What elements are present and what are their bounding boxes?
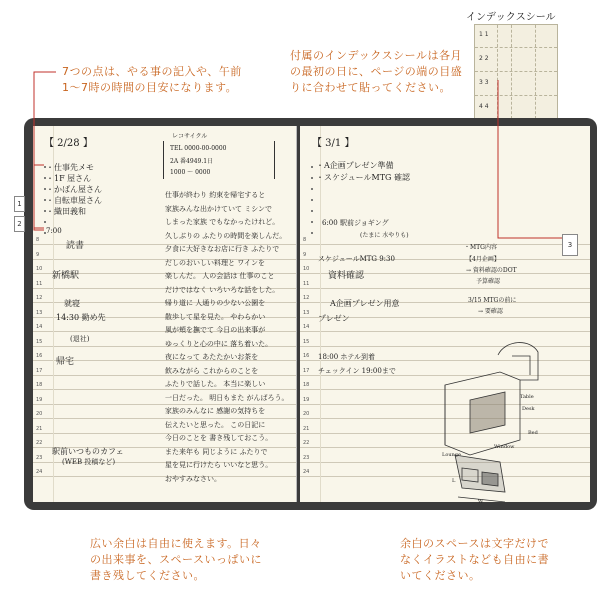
hour-number: 9 (36, 251, 40, 258)
index-sticker-row-label: 2 2 (479, 55, 489, 62)
hour-number: 18 (36, 382, 43, 388)
todo-item: ・かばん屋さん (46, 185, 102, 194)
time-7-label: 7:00 (46, 227, 62, 235)
essay-line: 家族みんな出かけていて ミシンで (165, 204, 273, 213)
schedule-entry: 新橋駅 (52, 271, 80, 281)
side-note-line: ・MTG内容 (464, 244, 497, 251)
hour-number: 14 (303, 324, 310, 330)
hour-number: 16 (303, 353, 310, 359)
caption-line: 7つの点は、やる事の記入や、午前 (62, 65, 242, 78)
schedule-entry: 駅前いつものカフェ (52, 447, 124, 456)
index-tab-left-2[interactable]: 2 (14, 216, 25, 232)
caption-free-space-hint (90, 536, 262, 584)
todo-item: ・1F 屋さん (46, 174, 92, 183)
essay-line: おやすみなさい。 (165, 474, 221, 483)
essay-line: 楽しんだ。 人の会話は 仕事のこと (165, 272, 275, 280)
todo-item: ・織田義和 (46, 207, 86, 216)
hour-number: 15 (36, 338, 43, 345)
schedule-entry: 就寝 (64, 299, 80, 308)
index-sticker-row-label: 3 3 (479, 79, 489, 86)
caption-line: の最初の日に、ページの端の目盛 (290, 65, 463, 78)
hour-number: 22 (303, 440, 310, 446)
index-tab-left-1[interactable]: 1 (14, 196, 25, 212)
schedule-entry: スケジュールMTG 9:30 (318, 255, 395, 263)
hour-number: 10 (36, 266, 43, 272)
essay-line: しまった家族 でもなかったけれど。 (165, 218, 280, 226)
hour-number: 24 (303, 469, 310, 475)
caption-line: 付属のインデックスシールは各月 (290, 49, 462, 62)
essay-line: 久しぶりの ふたりの時間を楽しんだ。 (165, 231, 287, 240)
essay-line: ゆっくりと心の中に 落ち着いた。 (165, 339, 273, 348)
sketch-label: Table (520, 394, 534, 400)
hour-number: 9 (303, 251, 307, 258)
essay-line: 伝えたいと思った。 この日記に (165, 420, 266, 429)
essay-line: だしのおいしい料理と ワインを (165, 258, 266, 267)
hour-number: 23 (36, 454, 43, 461)
caption-illustration-hint (400, 536, 549, 584)
hour-number: 8 (303, 237, 307, 243)
side-note-line: → 資料確認のDOT (466, 267, 517, 274)
essay-line: 夜になって あたたかいお茶を (165, 353, 259, 361)
caption-line: いてください。 (400, 569, 481, 582)
caption-line: なくイラストなども自由に書 (400, 553, 550, 566)
sketch-label: L (452, 478, 456, 484)
essay-line: 今日のことを 書き残しておこう。 (165, 434, 273, 442)
schedule-entry: (WEB 投稿など) (62, 458, 116, 466)
essay-line: ふたりで話した。 本当に楽しい (165, 380, 266, 388)
caption-line: 余白のスペースは文字だけで (400, 537, 549, 550)
schedule-entry: (たまに 水やりも) (360, 232, 409, 239)
right-page-date: 【 3/1 】 (312, 138, 355, 149)
hour-number: 10 (303, 266, 310, 272)
sketch-label: Bed (528, 430, 538, 436)
hour-number: 11 (36, 280, 43, 287)
cycle-note-line: 1000 〜 0000 (170, 169, 211, 176)
hour-number: 11 (303, 280, 310, 287)
essay-line: 夕食に大好きなお店に行き ふたりで (165, 245, 280, 253)
schedule-entry: 帰宅 (56, 357, 75, 367)
left-page-date: 【 2/28 】 (44, 138, 93, 149)
schedule-entry: 6:00 駅前ジョギング (322, 219, 389, 227)
sketch-label: W (478, 499, 484, 505)
sketch-label: Desk (522, 406, 535, 412)
hour-number: 16 (36, 353, 43, 359)
hour-number: 15 (303, 338, 310, 345)
schedule-entry: プレゼン (318, 314, 350, 323)
index-sticker-title: インデックスシール (466, 12, 556, 23)
caption-line: 広い余白は自由に使えます。日々 (90, 537, 262, 550)
essay-line: 帰り道に 人通りの少ない公園を (165, 299, 266, 307)
todo-item: ・スケジュールMTG 確認 (316, 173, 410, 182)
todo-item: ・自転車屋さん (46, 196, 102, 205)
side-note-line: → 要確認 (478, 308, 503, 315)
caption-line: 1～7時の時間の目安になります。 (62, 81, 238, 94)
cycle-note-line: 2A 番4949.1日 (170, 158, 214, 165)
hour-number: 18 (303, 382, 310, 388)
schedule-entry: A企画プレゼン用意 (330, 299, 400, 308)
hour-number: 13 (36, 309, 43, 316)
schedule-entry: チェックイン 19:00まで (318, 367, 396, 375)
hour-number: 20 (303, 411, 310, 417)
essay-line: だけではなく いろいろな話をした。 (165, 285, 280, 294)
side-note-line: 予算確認 (476, 278, 501, 285)
hour-number: 12 (303, 295, 310, 301)
hour-number: 24 (36, 469, 43, 475)
essay-line: 家族のみんなに 感謝の気持ちを (165, 407, 266, 415)
hour-number: 21 (303, 425, 310, 432)
side-note-line: 3/15 MTGの前に (468, 297, 517, 304)
essay-line: また来年も 同じように ふたりで (165, 447, 268, 456)
essay-line: 一日だった。 明日もまた がんばろう。 (165, 393, 289, 402)
cycle-note-title: レコサイクル (172, 133, 208, 140)
schedule-entry: 14:30 勤め先 (56, 313, 106, 322)
essay-line: 飲みながら これからのことを (165, 366, 259, 375)
essay-line: 風が頬を撫でて 今日の出来事が (165, 326, 266, 334)
essay-line: 散歩して星を見た。 やわらかい (165, 312, 266, 321)
caption-line: 書き残してください。 (90, 569, 205, 582)
hour-number: 20 (36, 411, 43, 417)
schedule-entry: 資料確認 (328, 271, 365, 281)
schedule-entry: 読書 (66, 241, 85, 251)
index-tab-right-3[interactable]: 3 (562, 234, 578, 256)
index-sticker-row-label: 4 4 (479, 103, 489, 110)
hour-number: 21 (36, 425, 43, 432)
todo-item: ・A企画プレゼン準備 (316, 161, 394, 170)
sketch-label: Window (494, 444, 515, 450)
hour-number: 17 (36, 367, 43, 374)
hour-number: 19 (303, 396, 310, 403)
hour-number: 17 (303, 367, 310, 374)
hour-number: 23 (303, 454, 310, 461)
caption-line: の出来事を、スペースいっぱいに (90, 553, 262, 566)
hour-number: 19 (36, 396, 43, 403)
side-note-line: 【4月企画】 (466, 256, 500, 263)
hour-number: 8 (36, 237, 40, 243)
hour-number: 14 (36, 324, 43, 330)
schedule-entry: 18:00 ホテル到着 (318, 353, 376, 361)
todo-item: ・仕事先メモ (46, 163, 94, 172)
hour-number: 22 (36, 440, 43, 446)
sketch-label: Lounge (442, 452, 461, 458)
caption-line: りに合わせて貼ってください。 (290, 81, 451, 94)
essay-line: 仕事が終わり 約束を帰宅すると (165, 191, 266, 199)
hour-number: 12 (36, 295, 43, 301)
essay-line: 星を見に行けたら いいなと思う。 (165, 461, 273, 469)
index-sticker-row-label: 1 1 (479, 31, 489, 38)
hour-number: 13 (303, 309, 310, 316)
cycle-note-line: TEL 0000-00-0000 (170, 145, 227, 152)
schedule-entry: (退社) (70, 335, 90, 343)
